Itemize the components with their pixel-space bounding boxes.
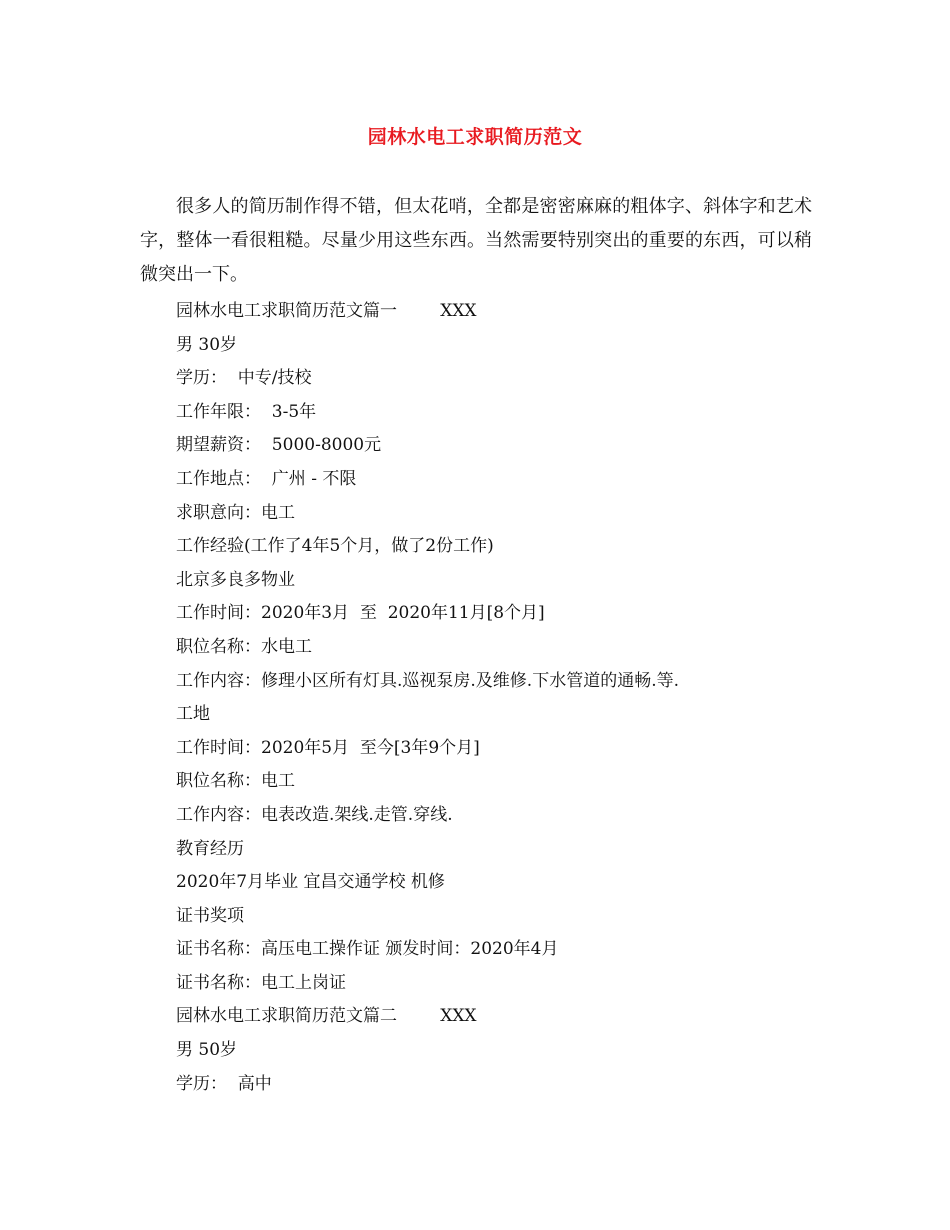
resume-line-4: 工作年限： 3-5年: [176, 401, 317, 422]
document-title: 园林水电工求职简历范文: [367, 126, 583, 148]
resume-line-19: 证书奖项: [176, 905, 244, 926]
resume-line-22: 园林水电工求职简历范文篇二 XXX: [176, 1006, 477, 1027]
resume-line-11: 职位名称：水电工: [176, 636, 312, 657]
resume-line-9: 北京多良多物业: [176, 569, 295, 590]
resume-line-6: 工作地点： 广州 - 不限: [176, 468, 357, 489]
resume-line-17: 教育经历: [176, 838, 244, 859]
resume-line-5: 期望薪资： 5000-8000元: [176, 435, 382, 456]
resume-line-16: 工作内容：电表改造.架线.走管.穿线.: [176, 804, 453, 825]
resume-lines: [176, 295, 816, 1101]
resume-line-8: 工作经验(工作了4年5个月，做了2份工作): [176, 536, 494, 557]
resume-line-15: 职位名称：电工: [176, 771, 295, 792]
resume-line-21: 证书名称：电工上岗证: [176, 972, 346, 993]
resume-line-18: 2020年7月毕业 宜昌交通学校 机修: [176, 872, 445, 893]
resume-line-1: 园林水电工求职简历范文篇一 XXX: [176, 301, 477, 321]
resume-line-2: 男 30岁: [176, 334, 238, 355]
resume-line-7: 求职意向：电工: [176, 502, 295, 523]
resume-line-24: 学历： 高中: [176, 1073, 272, 1094]
intro-paragraph: 很多人的简历制作得不错，但太花哨，全都是密密麻麻的粗体字、斜体字和艺术字，整体一看很粗糙。尽量少用这些东西。当然需要特别突出的重要的东西，可以稍微突出一下。: [140, 196, 812, 285]
resume-line-10: 工作时间：2020年3月 至 2020年11月[8个月]: [176, 603, 545, 624]
resume-line-20: 证书名称：高压电工操作证 颁发时间：2020年4月: [176, 939, 559, 960]
resume-line-3: 学历： 中专/技校: [176, 368, 312, 389]
resume-line-14: 工作时间：2020年5月 至今[3年9个月]: [176, 737, 480, 758]
resume-line-12: 工作内容：修理小区所有灯具.巡视泵房.及维修.下水管道的通畅.等.: [176, 670, 680, 691]
resume-line-13: 工地: [176, 704, 210, 725]
resume-line-23: 男 50岁: [176, 1040, 238, 1061]
